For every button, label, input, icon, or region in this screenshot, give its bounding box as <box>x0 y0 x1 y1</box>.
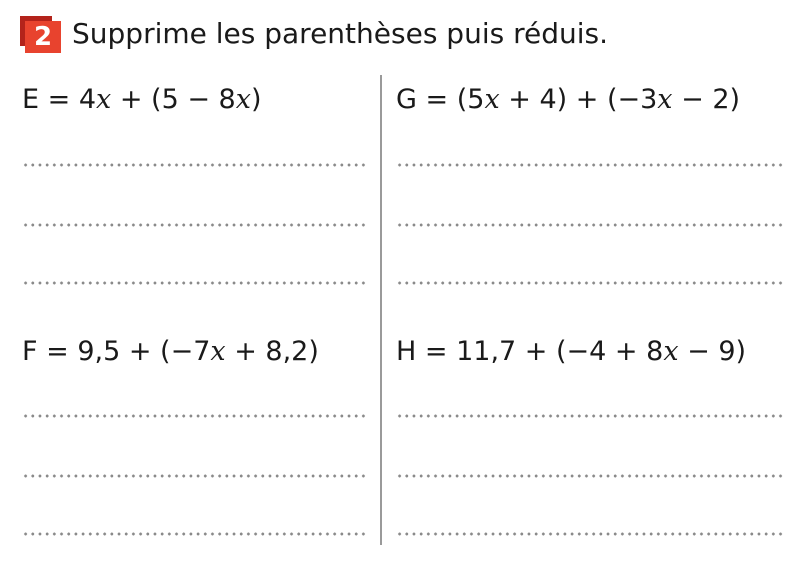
answer-line-f-3[interactable] <box>22 532 367 536</box>
answer-line-e-3[interactable] <box>22 281 367 285</box>
expression-h <box>396 334 746 370</box>
variable-x: x <box>235 84 251 115</box>
answer-line-e-1[interactable] <box>22 163 367 167</box>
expression-g <box>396 82 740 118</box>
expression-h-part2: − 9) <box>678 336 747 367</box>
expression-g-part3: − 2) <box>672 84 741 115</box>
answer-line-h-3[interactable] <box>396 532 784 536</box>
variable-x: x <box>96 84 112 115</box>
answer-line-e-2[interactable] <box>22 223 367 227</box>
variable-x: x <box>484 84 500 115</box>
variable-x: x <box>210 336 226 367</box>
expression-g-part2: + 4) + (−3 <box>499 84 658 115</box>
expression-e-part1: E = 4 <box>22 84 97 115</box>
answer-line-h-1[interactable] <box>396 414 784 418</box>
variable-x: x <box>663 336 679 367</box>
expression-e <box>22 82 262 118</box>
expression-e-part3: ) <box>250 84 262 115</box>
expression-f-part1: F = 9,5 + (−7 <box>22 336 211 367</box>
expression-f-part2: + 8,2) <box>225 336 319 367</box>
expression-h-part1: H = 11,7 + (−4 + 8 <box>396 336 664 367</box>
answer-line-f-1[interactable] <box>22 414 367 418</box>
exercise-number-badge <box>20 16 62 52</box>
column-divider <box>380 75 382 545</box>
expression-e-part2: + (5 − 8 <box>111 84 236 115</box>
exercise-number: 2 <box>25 21 61 53</box>
answer-line-h-2[interactable] <box>396 474 784 478</box>
variable-x: x <box>657 84 673 115</box>
answer-line-g-2[interactable] <box>396 223 784 227</box>
answer-line-g-1[interactable] <box>396 163 784 167</box>
answer-line-f-2[interactable] <box>22 474 367 478</box>
expression-g-part1: G = (5 <box>396 84 485 115</box>
answer-line-g-3[interactable] <box>396 281 784 285</box>
expression-f <box>22 334 319 370</box>
exercise-instruction: Supprime les parenthèses puis réduis. <box>72 17 609 50</box>
